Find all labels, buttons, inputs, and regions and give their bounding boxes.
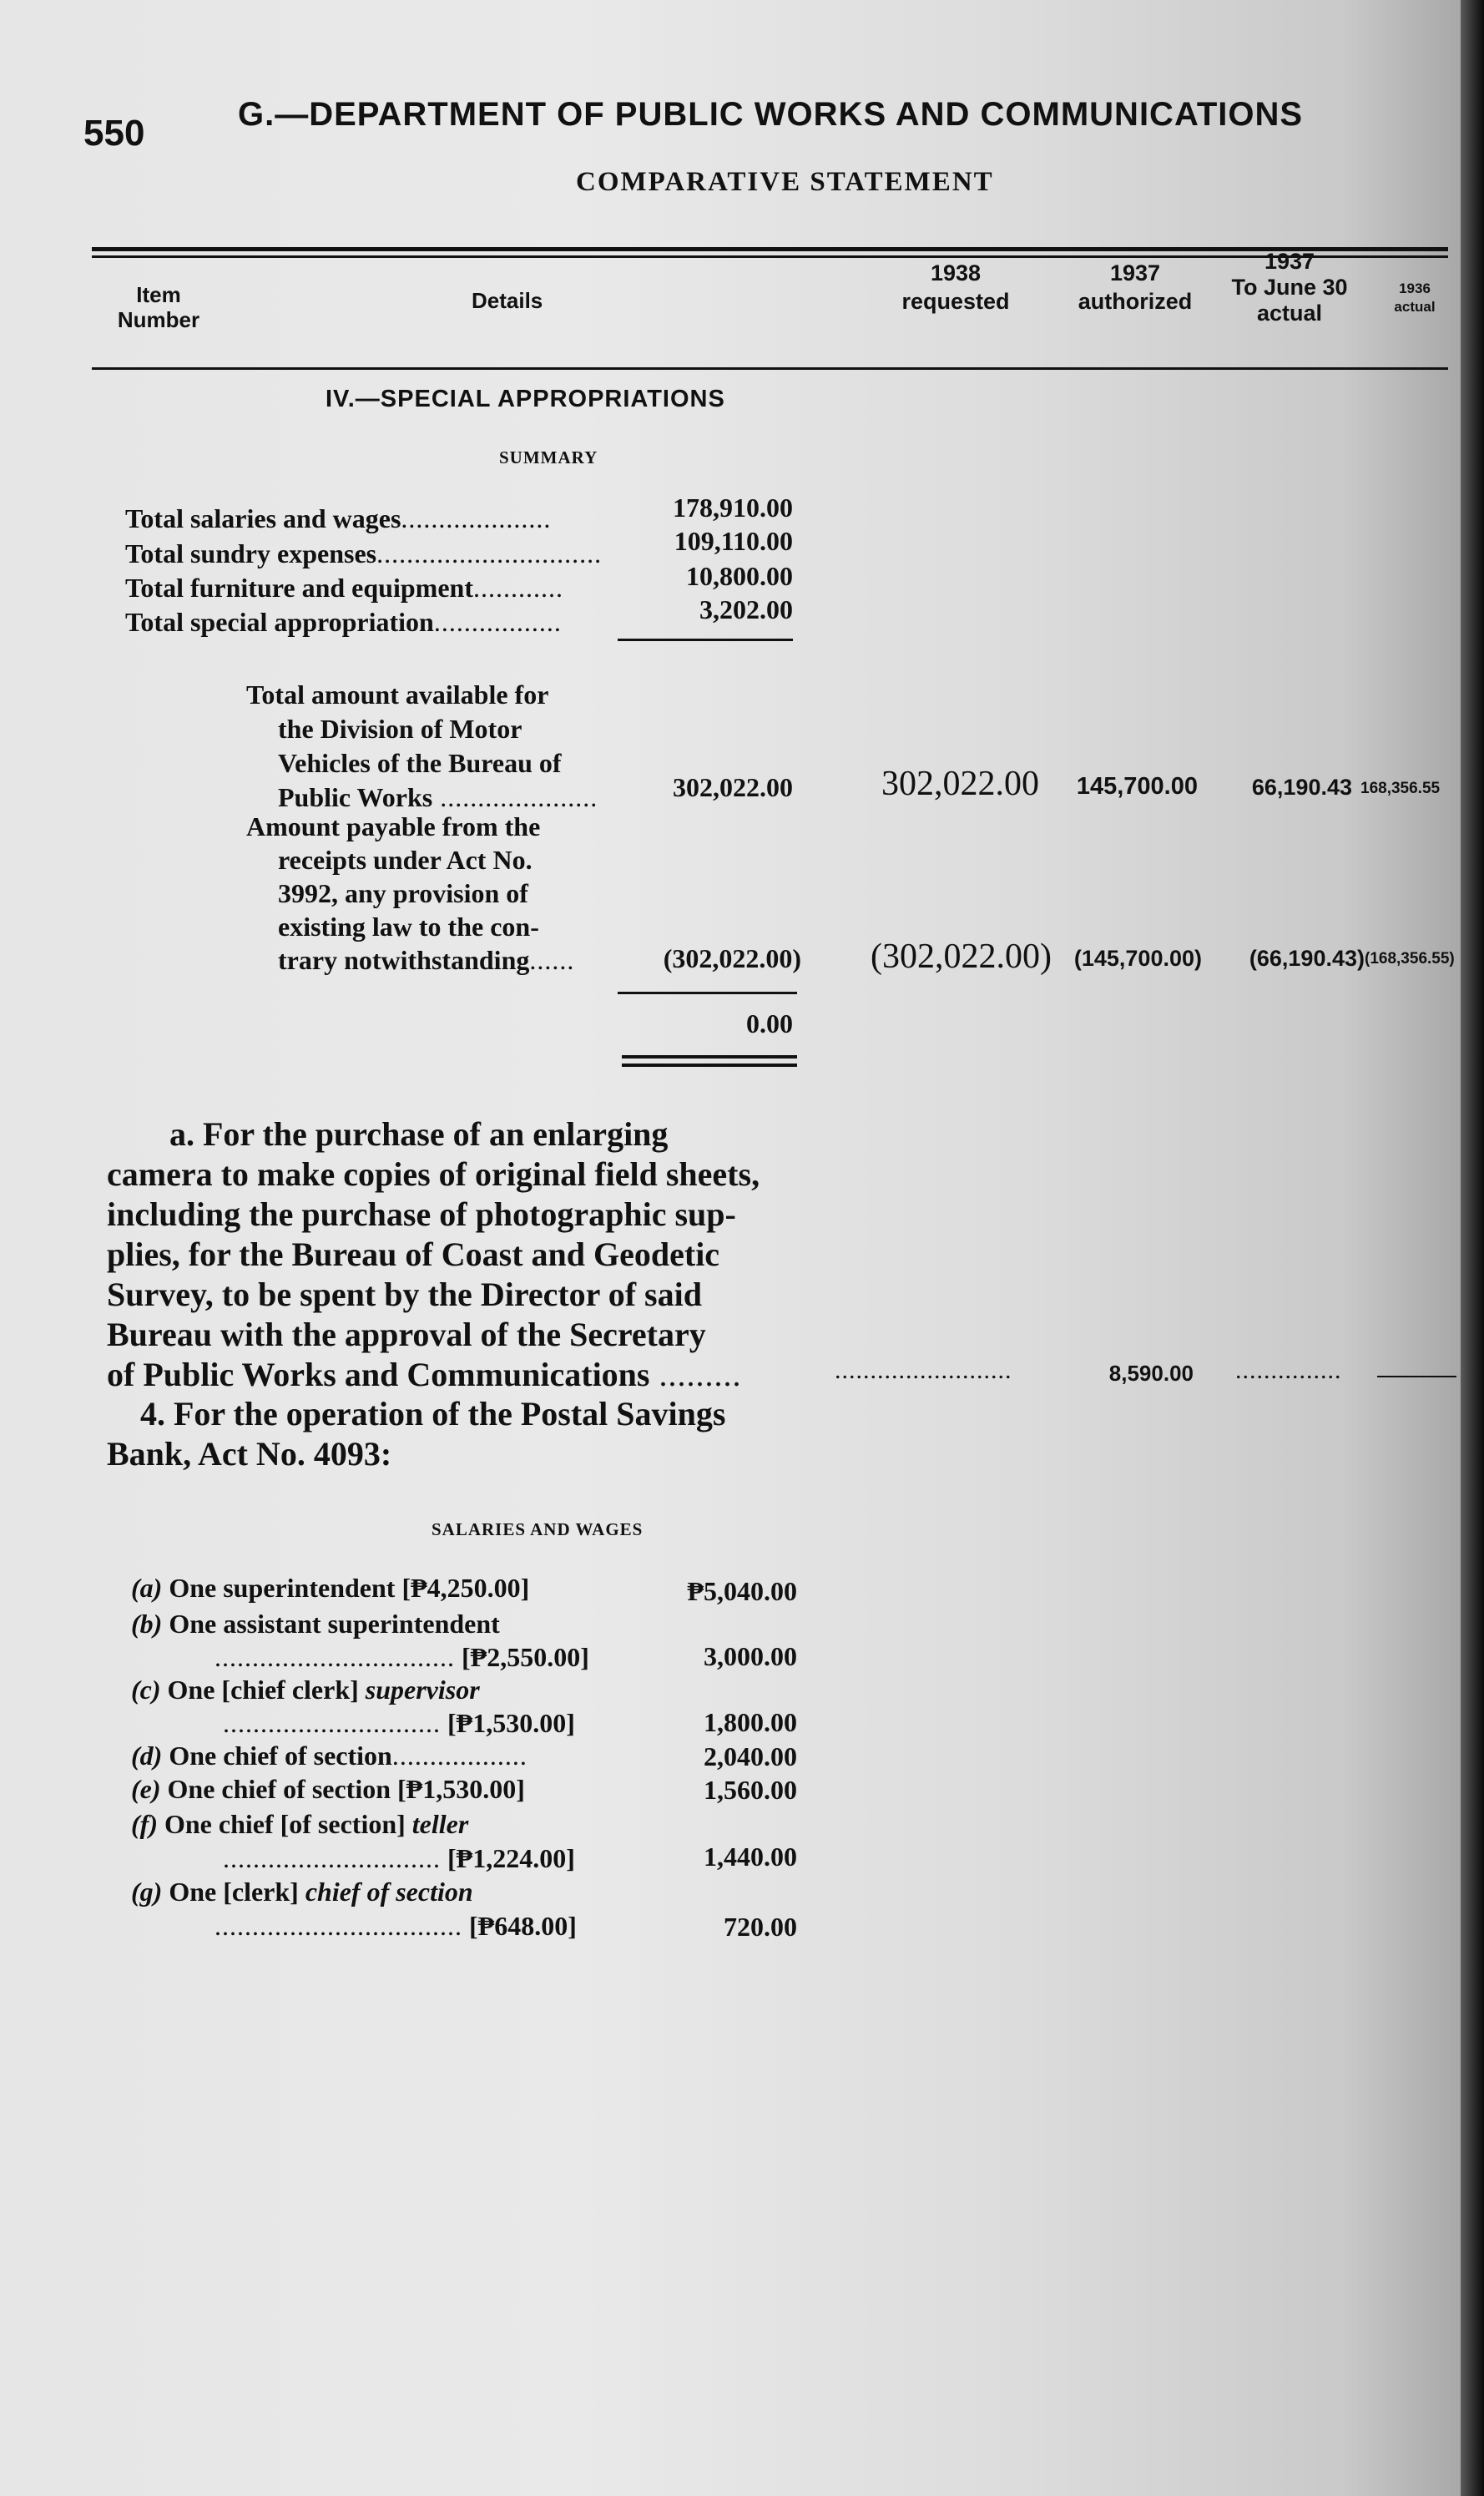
summary-value: 10,800.00 <box>686 561 793 591</box>
summary-heading: SUMMARY <box>499 447 598 467</box>
salary-value-f: 1,440.00 <box>704 1842 797 1872</box>
total-available-1938-requested: 302,022.00 <box>881 765 1039 803</box>
salary-row-g: (g) One [clerk] chief of section ................................. [₱648.00] <box>131 1877 577 1941</box>
salary-value-a: ₱5,040.00 <box>687 1576 797 1606</box>
amount-payable-label: Amount payable from the receipts under Act No. 3992, any provision of existing law to the con- trary notwithstanding...... <box>246 811 575 975</box>
salary-value-d: 2,040.00 <box>704 1741 797 1771</box>
net-value: 0.00 <box>746 1008 793 1038</box>
summary-row: Total sundry expenses.............................. <box>125 538 603 568</box>
item-a-leader-2: ............... <box>1235 1357 1342 1384</box>
col-header-1936-actual: 1936 actual <box>1394 280 1436 315</box>
amount-payable-1937-authorized: (145,700.00) <box>1073 946 1202 971</box>
summary-value: 3,202.00 <box>699 594 793 624</box>
summary-value: 178,910.00 <box>673 493 793 523</box>
col-header-1937-to-june-30-actual: 1937 To June 30 actual <box>1231 249 1348 326</box>
total-available-1937-authorized: 145,700.00 <box>1076 773 1198 800</box>
salary-value-b: 3,000.00 <box>704 1641 797 1671</box>
total-available-value: 302,022.00 <box>673 772 793 802</box>
col-header-1938-requested: 1938 requested <box>901 260 1010 314</box>
page-edge <box>1461 0 1484 2496</box>
summary-value: 109,110.00 <box>674 526 793 556</box>
salary-row-b: (b) One assistant superintendent ................................ [₱2,550.00] <box>131 1609 589 1672</box>
col-header-1937-authorized: 1937 authorized <box>1078 260 1193 314</box>
col-header-item-number: Item Number <box>117 282 200 332</box>
double-rule-2 <box>622 1064 797 1067</box>
summary-row: Total furniture and equipment............ <box>125 573 563 603</box>
amount-payable-1938-requested: (302,022.00) <box>871 937 1052 976</box>
summary-row: Total special appropriation................. <box>125 607 562 637</box>
salary-row-c: (c) One [chief clerk] supervisor ............................. [₱1,530.00] <box>131 1675 575 1738</box>
salary-row-e: (e) One chief of section [₱1,530.00] <box>131 1774 525 1804</box>
statement-title: COMPARATIVE STATEMENT <box>576 167 994 197</box>
salary-row-a: (a) One superintendent [₱4,250.00] <box>131 1573 530 1603</box>
item-a-paragraph: a. For the purchase of an enlarging camera to make copies of original field sheets, including the purchase of photographic sup- plies, for the Bureau of Coast and Geodetic Survey, to be spent by the Director of said Bureau with the approval of the Secretary of Public Works and Communications ......... <box>107 1115 760 1393</box>
col-header-details: Details <box>472 288 543 313</box>
item-4-heading: 4. For the operation of the Postal Savings Bank, Act No. 4093: <box>107 1395 726 1473</box>
total-available-1936-actual: 168,356.55 <box>1360 780 1441 797</box>
salary-row-f: (f) One chief [of section] teller ............................. [₱1,224.00] <box>131 1809 575 1873</box>
page-number: 550 <box>83 113 145 154</box>
item-a-leader: ......................... <box>835 1357 1012 1384</box>
page-heading: G.—DEPARTMENT OF PUBLIC WORKS AND COMMUNICATIONS <box>238 96 1304 133</box>
salary-value-e: 1,560.00 <box>704 1775 797 1805</box>
item-a-rule-right <box>1377 1376 1456 1377</box>
amount-payable-1937-to-june: (66,190.43) <box>1249 946 1365 971</box>
summary-row: Total salaries and wages.................... <box>125 503 552 533</box>
section-heading: IV.—SPECIAL APPROPRIATIONS <box>326 386 725 412</box>
amount-payable-value: (302,022.00) <box>663 943 801 973</box>
amount-payable-1936-actual: (168,356.55) <box>1365 950 1455 968</box>
subtotal-rule <box>618 639 793 641</box>
total-available-label: Total amount available for the Division of Motor Vehicles of the Bureau of Public Works ..................... <box>246 680 598 812</box>
salary-row-d: (d) One chief of section.................. <box>131 1741 527 1771</box>
salary-value-c: 1,800.00 <box>704 1707 797 1737</box>
net-rule <box>618 992 797 994</box>
header-bottom-rule <box>92 367 1448 370</box>
item-a-1937-authorized: 8,590.00 <box>1108 1361 1194 1386</box>
salaries-heading: SALARIES AND WAGES <box>432 1519 644 1539</box>
double-rule-1 <box>622 1055 797 1059</box>
total-available-1937-to-june: 66,190.43 <box>1251 775 1352 800</box>
salary-value-g: 720.00 <box>724 1912 797 1942</box>
